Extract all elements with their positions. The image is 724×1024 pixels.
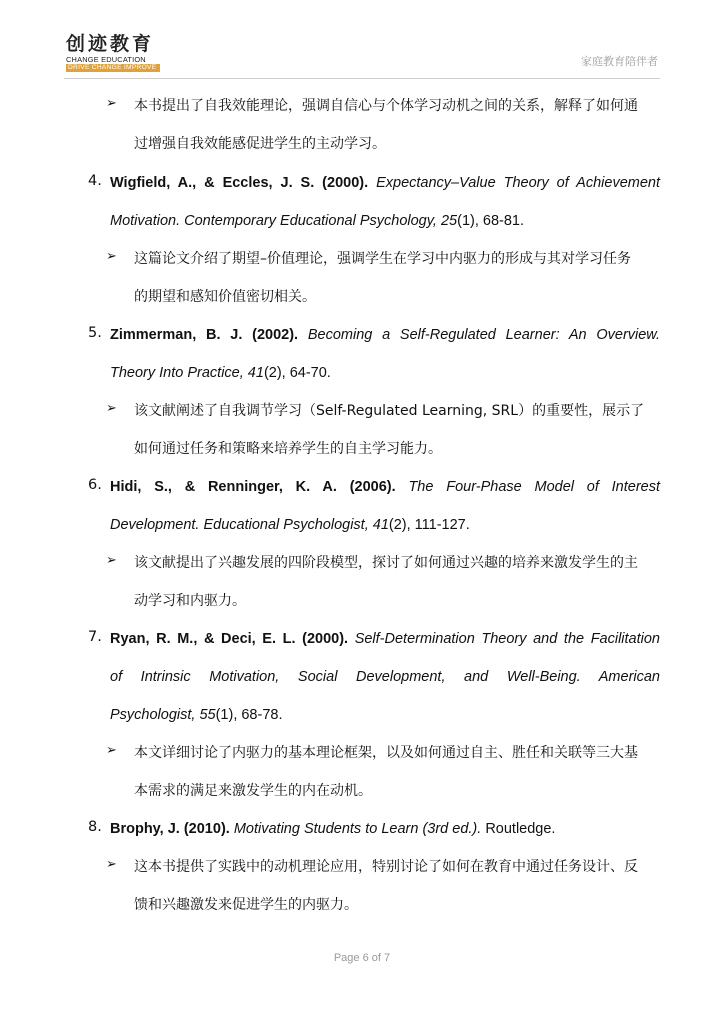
bullet-arrow-icon: ➢ <box>106 743 117 758</box>
page-footer <box>0 952 724 964</box>
reference-title: Theory Into Practice, 41 <box>110 365 264 381</box>
page-current: 6 <box>362 952 369 964</box>
reference-line <box>110 173 660 193</box>
reference-line <box>110 705 660 725</box>
reference-title: Becoming a Self-Regulated Learner: An Overview. <box>307 327 661 343</box>
bullet-text: 本书提出了自我效能理论，强调自信心与个体学习动机之间的关系，解释了如何通 <box>134 98 638 114</box>
reference-source: (1), 68-81. <box>457 213 525 229</box>
reference-line <box>110 629 660 649</box>
bullet-arrow-icon: ➢ <box>106 553 117 568</box>
reference-line <box>110 325 660 345</box>
reference-source: (1), 68-78. <box>215 707 283 723</box>
reference-line <box>110 363 660 383</box>
page-label: Page <box>333 952 360 964</box>
reference-title: Psychologist, 55 <box>110 707 216 723</box>
reference-title: Motivating Students to Learn (3rd ed.). <box>233 821 482 837</box>
header-slogan: 家庭教育陪伴者 <box>581 55 658 68</box>
bullet-arrow-icon: ➢ <box>106 96 117 111</box>
bullet-text: 本文详细讨论了内驱力的基本理论框架，以及如何通过自主、胜任和关联等三大基 <box>134 745 638 761</box>
bullet-text: 动学习和内驱力。 <box>134 593 246 609</box>
bullet-text: 如何通过任务和策略来培养学生的自主学习能力。 <box>134 441 442 457</box>
reference-number: 6. <box>88 477 102 493</box>
logo-tagline: DRIVE CHANGE IMPROVE <box>66 64 160 72</box>
reference-line <box>110 515 660 535</box>
reference-number: 8. <box>88 819 102 835</box>
reference-title: The Four-Phase Model of Interest <box>408 479 661 495</box>
reference-author: Zimmerman, B. J. (2002). <box>110 327 299 343</box>
bullet-text: 本需求的满足来激发学生的内在动机。 <box>134 783 372 799</box>
bullet-text: 这篇论文介绍了期望–价值理论，强调学生在学习中内驱力的形成与其对学习任务 <box>134 251 631 267</box>
bullet-arrow-icon: ➢ <box>106 857 117 872</box>
reference-title: Self-Determination Theory and the Facilitation <box>354 631 660 647</box>
reference-number: 5. <box>88 325 102 341</box>
reference-author: Hidi, S., & Renninger, K. A. (2006). <box>110 479 396 495</box>
bullet-text: 这本书提供了实践中的动机理论应用，特别讨论了如何在教育中通过任务设计、反 <box>134 859 638 875</box>
logo-english-text: CHANGE EDUCATION <box>66 55 146 64</box>
company-logo <box>66 33 176 72</box>
bullet-text: 该文献提出了兴趣发展的四阶段模型，探讨了如何通过兴趣的培养来激发学生的主 <box>134 555 638 571</box>
page-of-label: of <box>371 952 381 964</box>
reference-title: Development. Educational Psychologist, 41 <box>110 517 389 533</box>
bullet-text: 过增强自我效能感促进学生的主动学习。 <box>134 136 386 152</box>
bullet-text: 该文献阐述了自我调节学习（Self-Regulated Learning, SRL）的重要性，展示了 <box>134 403 645 419</box>
reference-number: 4. <box>88 173 102 189</box>
header-divider <box>64 78 660 79</box>
reference-line <box>110 667 660 687</box>
reference-title: Expectancy–Value Theory of Achievement <box>376 175 660 191</box>
reference-source: Routledge. <box>485 821 556 837</box>
bullet-arrow-icon: ➢ <box>106 249 117 264</box>
bullet-arrow-icon: ➢ <box>106 401 117 416</box>
reference-line <box>110 819 660 839</box>
reference-number: 7. <box>88 629 102 645</box>
reference-title: of Intrinsic Motivation, Social Development, and Well-Being. American <box>110 669 660 685</box>
page-total: 7 <box>384 952 391 964</box>
reference-author: Ryan, R. M., & Deci, E. L. (2000). <box>110 631 349 647</box>
reference-line <box>110 477 660 497</box>
reference-line <box>110 211 660 231</box>
reference-title: Motivation. Contemporary Educational Psychology, 25 <box>110 213 458 229</box>
reference-source: (2), 111-127. <box>388 517 470 533</box>
reference-author: Brophy, J. (2010). <box>110 821 230 837</box>
page-header <box>0 0 724 84</box>
logo-chinese-text: 创迹教育 <box>66 33 155 55</box>
bullet-text: 的期望和感知价值密切相关。 <box>134 289 316 305</box>
reference-source: (2), 64-70. <box>263 365 331 381</box>
reference-author: Wigfield, A., & Eccles, J. S. (2000). <box>110 175 369 191</box>
bullet-text: 馈和兴趣激发来促进学生的内驱力。 <box>134 897 358 913</box>
